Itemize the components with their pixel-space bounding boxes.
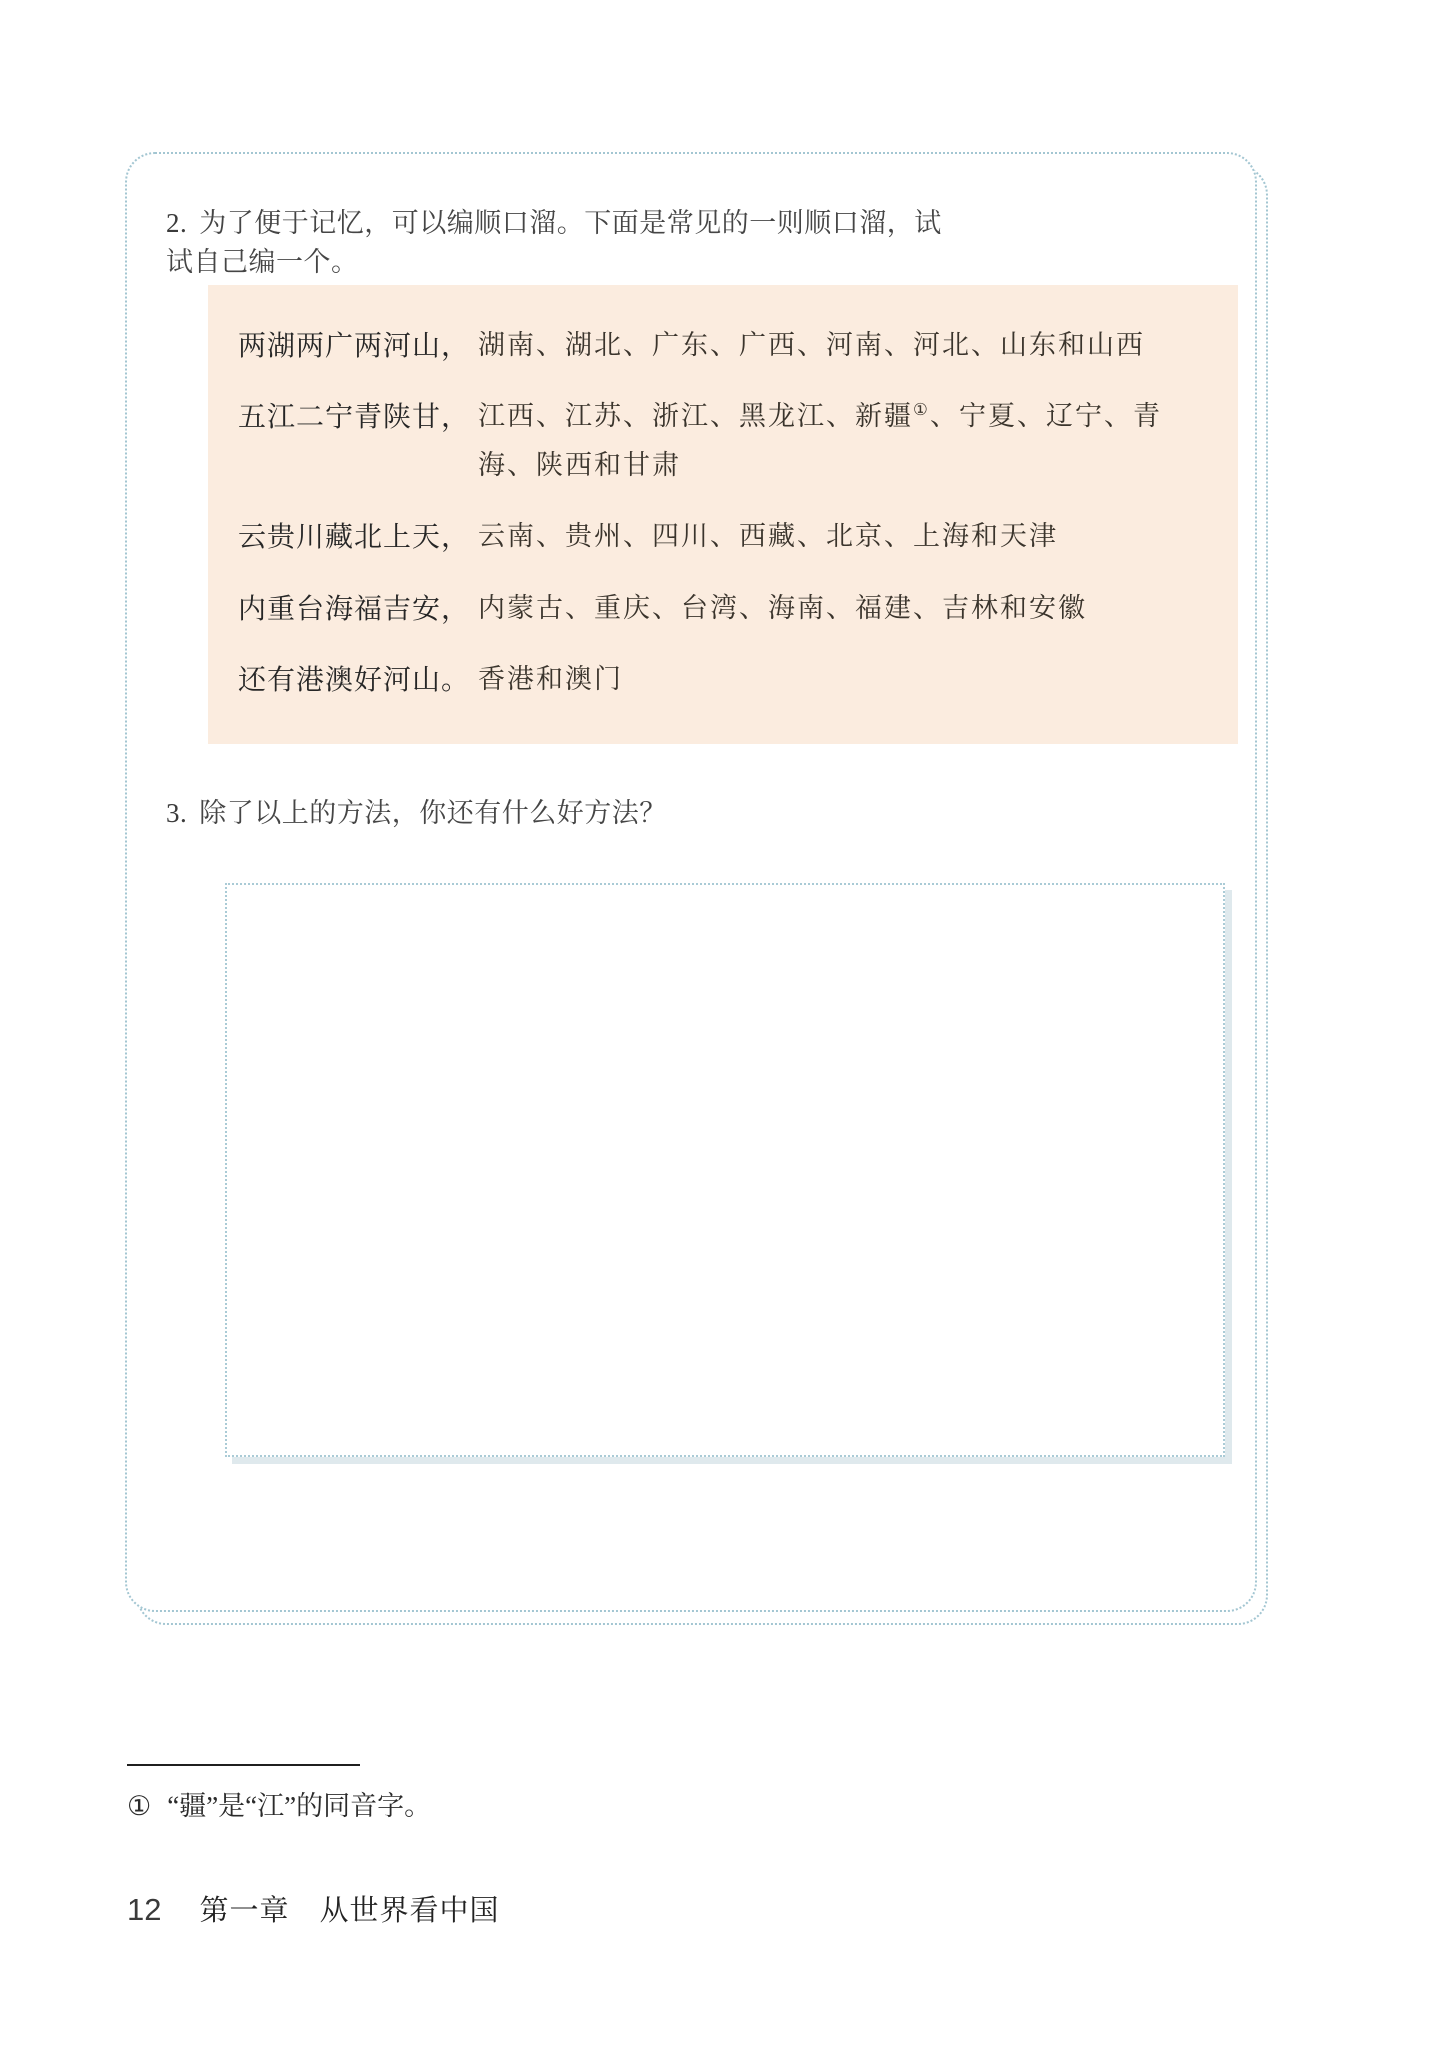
provinces-text: 内蒙古、重庆、台湾、海南、福建、吉林和安徽 xyxy=(478,592,1087,623)
jingle-verse: 内重台海福吉安， xyxy=(238,592,471,624)
jingle-verse: 两湖两广两河山， xyxy=(238,330,471,361)
question-2-number: 2. xyxy=(166,208,188,238)
question-2-text: 为了便于记忆，可以编顺口溜。下面是常见的一则顺口溜，试试自己编一个。 xyxy=(166,208,942,278)
jingle-provinces xyxy=(478,512,1202,561)
footnote-text: “疆”是“江”的同音字。 xyxy=(167,1791,432,1821)
question-2 xyxy=(166,204,956,282)
jingle-verse: 还有港澳好河山。 xyxy=(238,663,471,695)
jingle-row xyxy=(238,655,1208,704)
jingle-verse: 五江二宁青陕甘， xyxy=(238,401,471,433)
jingle-verse: 云贵川藏北上天， xyxy=(238,521,471,553)
provinces-text: 云南、贵州、四川、西藏、北京、上海和天津 xyxy=(478,521,1058,552)
footnote-ref: ① xyxy=(913,400,931,420)
provinces-text: 湖南、湖北、广东、广西、河南、河北、山东和山西 xyxy=(478,330,1145,360)
page-footer xyxy=(127,1888,500,1929)
provinces-text: 、宁夏、辽宁、青海、陕西和甘肃 xyxy=(478,401,1163,481)
question-3-text: 除了以上的方法，你还有什么好方法？ xyxy=(199,798,667,828)
footnote-divider xyxy=(127,1764,360,1766)
jingle-provinces xyxy=(478,655,1202,704)
jingle-provinces xyxy=(478,321,1202,370)
jingle-provinces xyxy=(478,584,1202,633)
footnote xyxy=(127,1784,431,1823)
provinces-text: 江西、江苏、浙江、黑龙江、新疆 xyxy=(478,401,913,432)
jingle-row xyxy=(238,512,1208,561)
question-3-number: 3. xyxy=(166,798,188,828)
jingle-provinces xyxy=(478,392,1202,490)
chapter-title: 第一章 从世界看中国 xyxy=(199,1895,500,1927)
page-number: 12 xyxy=(127,1892,162,1927)
provinces-text: 香港和澳门 xyxy=(478,663,623,694)
jingle-row xyxy=(238,321,1208,370)
footnote-marker: ① xyxy=(127,1791,152,1821)
jingle-row xyxy=(238,392,1208,490)
jingle-row xyxy=(238,584,1208,633)
jingle-box xyxy=(208,285,1238,744)
answer-writing-area[interactable] xyxy=(225,883,1225,1457)
question-3 xyxy=(166,794,956,833)
